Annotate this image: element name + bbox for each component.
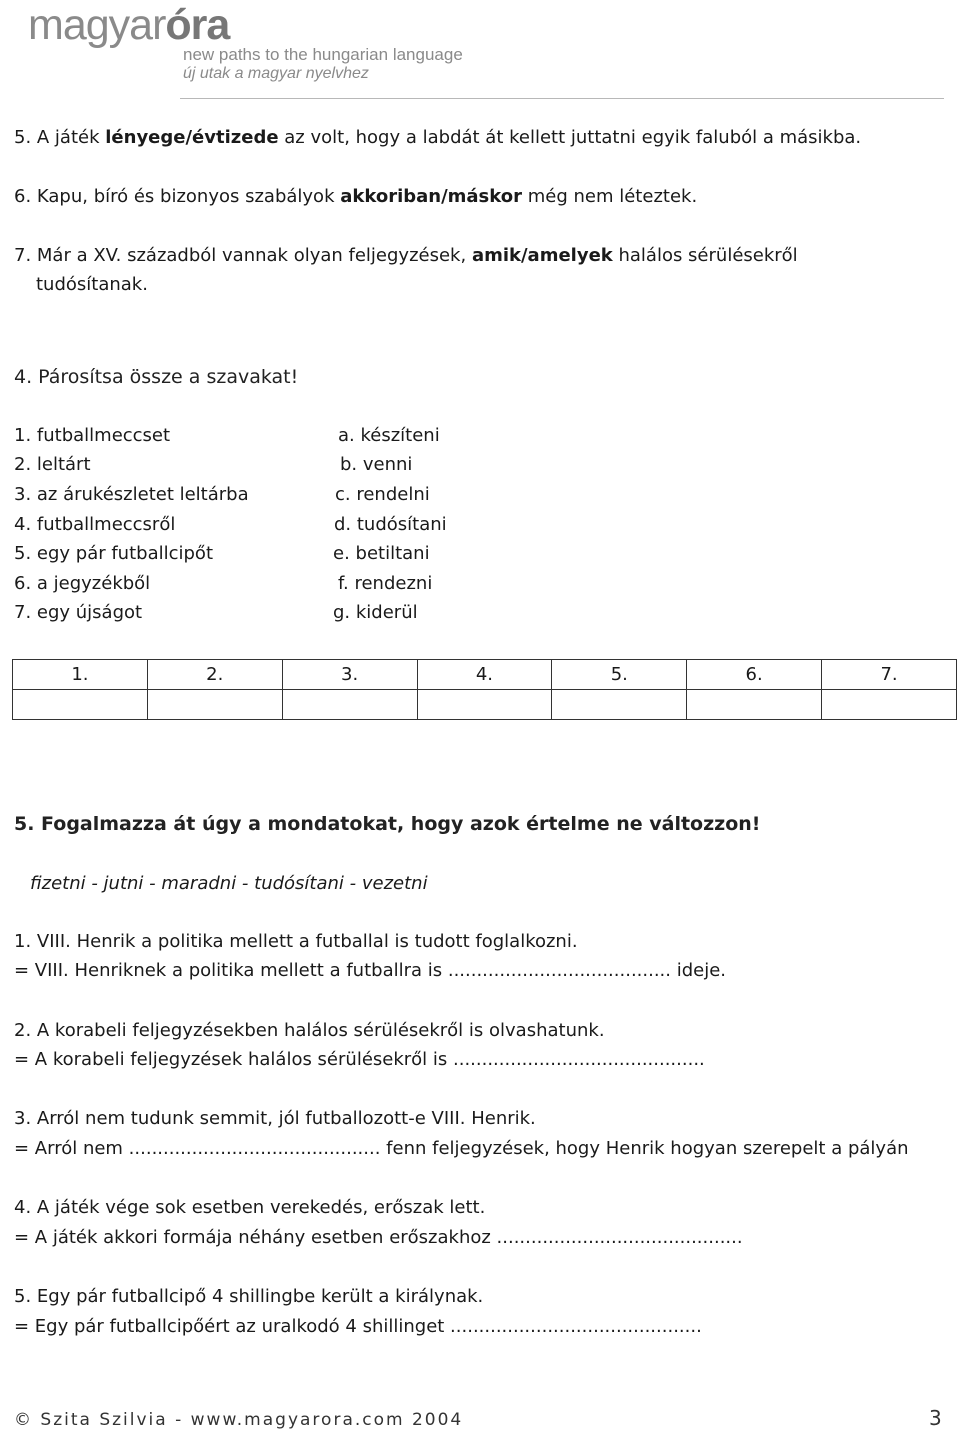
item-6: 6. Kapu, bíró és bizonyos szabályok akkoriban/máskor még nem léteztek. — [14, 186, 698, 207]
logo-bold: óra — [165, 1, 230, 49]
item-7: 7. Már a XV. századból vannak olyan feljegyzések, amik/amelyek halálos sérülésekről — [14, 245, 798, 266]
match-right-f: f. rendezni — [338, 573, 433, 594]
tagline-hu: új utak a magyar nyelvhez — [183, 65, 369, 82]
answer-grid — [12, 659, 957, 720]
answer-grid-header: 1. — [13, 660, 148, 690]
match-left-1: 1. futballmeccset — [14, 425, 171, 446]
page-number: 3 — [929, 1406, 942, 1430]
answer-grid-header: 2. — [147, 660, 282, 690]
task-question-1: 1. VIII. Henrik a politika mellett a futballal is tudott foglalkozni. — [14, 931, 578, 952]
answer-grid-header-row — [13, 660, 957, 690]
answer-cell[interactable] — [822, 690, 957, 720]
footer-copyright: © Szita Szilvia - www.magyarora.com 2004 — [14, 1410, 464, 1430]
match-right-b: b. venni — [340, 454, 413, 475]
task-question-3: 3. Arról nem tudunk semmit, jól futballozott-e VIII. Henrik. — [14, 1108, 536, 1129]
answer-cell[interactable] — [687, 690, 822, 720]
match-right-a: a. készíteni — [338, 425, 440, 446]
answer-cell[interactable] — [552, 690, 687, 720]
word-bank: fizetni - jutni - maradni - tudósítani - vezetni — [30, 873, 428, 894]
match-left-3: 3. az árukészletet leltárba — [14, 484, 249, 505]
match-left-5: 5. egy pár futballcipőt — [14, 543, 214, 564]
match-left-6: 6. a jegyzékből — [14, 573, 151, 594]
logo-prefix: magyar — [28, 1, 166, 49]
match-left-7: 7. egy újságot — [14, 602, 143, 623]
section-4-title: 4. Párosítsa össze a szavakat! — [14, 366, 299, 388]
item-7-continuation: tudósítanak. — [36, 274, 148, 295]
task-answer-3: = Arról nem ............................................ fenn feljegyzések, hogy Henrik hogyan szerepelt a pályán — [14, 1138, 909, 1159]
task-question-4: 4. A játék vége sok esetben verekedés, erőszak lett. — [14, 1197, 486, 1218]
answer-grid-header: 7. — [822, 660, 957, 690]
answer-cell[interactable] — [147, 690, 282, 720]
match-right-c: c. rendelni — [335, 484, 430, 505]
task-answer-4: = A játék akkori formája néhány esetben erőszakhoz ........................................... — [14, 1227, 743, 1248]
task-question-5: 5. Egy pár futballcipő 4 shillingbe került a királynak. — [14, 1286, 484, 1307]
answer-grid-header: 6. — [687, 660, 822, 690]
match-right-g: g. kiderül — [333, 602, 418, 623]
match-right-d: d. tudósítani — [334, 514, 447, 535]
answer-grid-header: 3. — [282, 660, 417, 690]
answer-cell[interactable] — [417, 690, 552, 720]
header-divider — [180, 98, 944, 99]
task-answer-1: = VIII. Henriknek a politika mellett a futballra is ....................................... ideje. — [14, 960, 727, 981]
answer-grid-header: 5. — [552, 660, 687, 690]
task-answer-2: = A korabeli feljegyzések halálos sérülésekről is ............................................ — [14, 1049, 705, 1070]
match-left-2: 2. leltárt — [14, 454, 91, 475]
match-left-4: 4. futballmeccsről — [14, 514, 176, 535]
answer-cell[interactable] — [13, 690, 148, 720]
task-question-2: 2. A korabeli feljegyzésekben halálos sérülésekről is olvashatunk. — [14, 1020, 605, 1041]
tagline-en: new paths to the hungarian language — [183, 45, 463, 64]
section-5-title: 5. Fogalmazza át úgy a mondatokat, hogy azok értelme ne változzon! — [14, 813, 761, 835]
task-answer-5: = Egy pár futballcipőért az uralkodó 4 shillinget ............................................ — [14, 1316, 702, 1337]
answer-grid-answer-row — [13, 690, 957, 720]
answer-cell[interactable] — [282, 690, 417, 720]
answer-grid-header: 4. — [417, 660, 552, 690]
match-right-e: e. betiltani — [333, 543, 430, 564]
logo — [28, 0, 229, 50]
item-5: 5. A játék lényege/évtizede az volt, hogy a labdát át kellett juttatni egyik faluból a másikba. — [14, 127, 862, 148]
